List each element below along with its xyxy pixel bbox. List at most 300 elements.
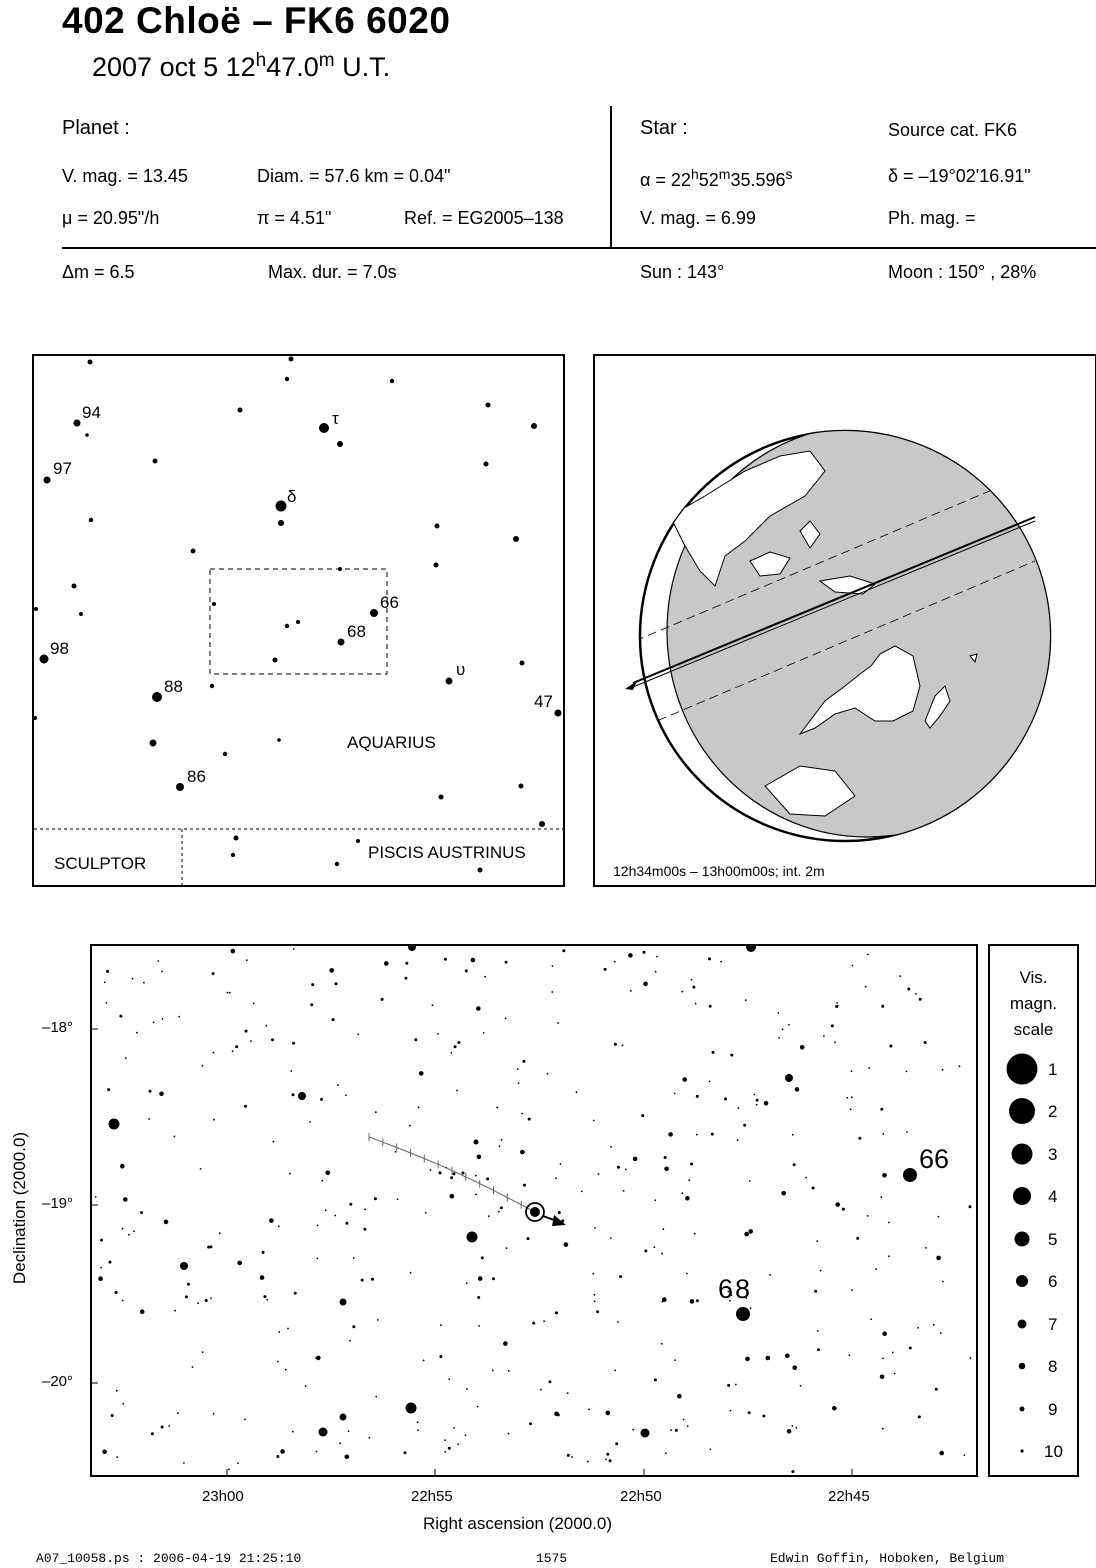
field-star xyxy=(325,1209,327,1211)
field-star xyxy=(496,1106,498,1108)
field-star xyxy=(745,1357,750,1362)
y-tick-20: –20° xyxy=(42,1373,74,1390)
field-star xyxy=(644,1249,647,1252)
y-tick-18: –18° xyxy=(42,1019,74,1036)
field-star xyxy=(174,1310,176,1312)
field-star xyxy=(371,1278,374,1281)
field-star xyxy=(148,1118,150,1120)
field-star xyxy=(527,1237,530,1240)
field-star xyxy=(287,1328,289,1330)
field-star xyxy=(161,971,163,973)
field-star xyxy=(617,1321,619,1323)
field-star xyxy=(567,1392,569,1394)
field-star xyxy=(856,1237,859,1240)
field-star xyxy=(558,1211,561,1214)
field-star xyxy=(263,1295,266,1298)
field-star xyxy=(588,1409,590,1411)
field-star xyxy=(273,1141,275,1143)
field-star xyxy=(384,961,389,966)
field-star xyxy=(665,1452,667,1454)
label-66: 66 xyxy=(919,1144,950,1174)
field-star xyxy=(520,1150,525,1155)
field-star xyxy=(439,1355,442,1358)
field-star xyxy=(555,1311,558,1314)
field-star xyxy=(498,1211,500,1213)
field-star xyxy=(778,1012,780,1014)
label-66: 66 xyxy=(380,593,399,612)
field-star xyxy=(959,1065,961,1067)
field-star xyxy=(410,1272,412,1274)
field-star xyxy=(164,1220,169,1225)
field-star xyxy=(505,961,508,964)
field-star xyxy=(598,1173,600,1175)
field-star xyxy=(452,1172,455,1175)
field-star xyxy=(477,1296,480,1299)
field-star xyxy=(475,1194,477,1196)
field-star xyxy=(200,1168,202,1170)
globe-caption: 12h34m00s – 13h00m00s; int. 2m xyxy=(613,863,825,879)
field-star xyxy=(106,970,109,973)
field-star xyxy=(345,1094,347,1096)
field-star xyxy=(848,1354,850,1356)
scale-label-2: 2 xyxy=(1048,1102,1058,1121)
field-star xyxy=(594,1300,596,1302)
field-star xyxy=(936,1256,941,1261)
field-star xyxy=(153,1021,155,1023)
field-star xyxy=(696,1134,698,1136)
field-star xyxy=(882,1173,887,1178)
field-star xyxy=(925,1247,927,1249)
field-star xyxy=(882,1358,884,1360)
field-star xyxy=(316,1451,318,1453)
field-star xyxy=(614,1043,617,1046)
field-star xyxy=(662,1228,664,1230)
asteroid-track xyxy=(369,1133,535,1216)
scale-label-8: 8 xyxy=(1048,1357,1058,1376)
scale-label-3: 3 xyxy=(1048,1145,1058,1164)
field-star xyxy=(529,1422,532,1425)
field-star xyxy=(100,1267,102,1269)
field-star xyxy=(202,1065,204,1067)
field-star xyxy=(793,1163,796,1166)
field-star xyxy=(335,982,338,985)
label-97: 97 xyxy=(53,459,72,478)
field-star xyxy=(656,956,658,958)
sun-elongation: Sun : 143° xyxy=(640,262,725,282)
field-star xyxy=(143,982,145,984)
field-star xyxy=(481,1256,484,1259)
field-star xyxy=(851,1289,853,1291)
footer-file: A07_10058.ps : 2006-04-19 21:25:10 xyxy=(36,1551,302,1566)
field-star xyxy=(499,1145,501,1147)
field-star xyxy=(320,1098,323,1101)
planet-reference: Ref. = EG2005–138 xyxy=(404,208,564,228)
field-star xyxy=(769,1274,771,1276)
field-star xyxy=(128,1234,130,1236)
field-star xyxy=(116,1456,118,1458)
label-aquarius: AQUARIUS xyxy=(347,733,436,752)
field-star xyxy=(756,1099,759,1102)
field-star xyxy=(375,1111,377,1113)
field-star xyxy=(352,1325,355,1328)
field-star xyxy=(753,1094,755,1096)
max-duration: Max. dur. = 7.0s xyxy=(268,262,397,282)
field-star xyxy=(244,1105,247,1108)
field-star xyxy=(743,1124,746,1127)
field-star xyxy=(938,1216,940,1218)
field-star xyxy=(682,1077,687,1082)
field-star xyxy=(852,965,854,967)
field-star xyxy=(404,977,407,980)
field-star xyxy=(791,1470,794,1473)
field-star xyxy=(325,1171,330,1176)
field-star xyxy=(448,1378,450,1380)
field-star xyxy=(185,1295,188,1298)
field-star xyxy=(228,1468,230,1470)
star-68 xyxy=(736,1307,750,1321)
field-star xyxy=(744,1232,749,1237)
field-star xyxy=(311,983,314,986)
field-star xyxy=(581,1191,583,1193)
field-star xyxy=(444,1451,446,1453)
field-star xyxy=(918,1415,921,1418)
field-star xyxy=(162,1018,164,1020)
field-star xyxy=(292,1431,294,1433)
field-star xyxy=(161,1426,164,1429)
field-star xyxy=(915,993,917,995)
field-star xyxy=(681,991,683,993)
field-star xyxy=(197,1302,199,1304)
field-star xyxy=(816,1240,818,1242)
field-star xyxy=(465,969,468,972)
field-star xyxy=(266,1299,268,1301)
field-star xyxy=(231,949,236,954)
field-star xyxy=(606,1453,609,1456)
field-star xyxy=(817,1348,820,1351)
field-star xyxy=(140,1211,143,1214)
field-star xyxy=(609,1459,612,1462)
field-star xyxy=(212,972,215,975)
field-star xyxy=(543,1320,545,1322)
field-star xyxy=(664,1167,669,1172)
field-star xyxy=(641,1114,644,1117)
field-star xyxy=(867,1215,869,1217)
field-star xyxy=(745,999,747,1001)
field-star xyxy=(345,1222,348,1225)
field-star xyxy=(125,1057,127,1059)
field-star xyxy=(250,1040,252,1042)
field-star xyxy=(107,1088,110,1091)
field-star xyxy=(414,1038,417,1041)
field-star xyxy=(625,1169,627,1171)
field-star xyxy=(800,1045,805,1050)
field-star xyxy=(792,1134,794,1136)
field-star xyxy=(571,1456,573,1458)
field-star xyxy=(557,1413,560,1416)
field-star xyxy=(661,1301,663,1303)
bright-stars xyxy=(109,946,918,1438)
field-star xyxy=(851,1096,853,1098)
field-star xyxy=(906,1131,908,1133)
field-star xyxy=(785,1354,790,1359)
field-star xyxy=(111,1414,114,1417)
field-star xyxy=(682,1192,684,1194)
planet-header: Planet : xyxy=(62,117,130,139)
field-star xyxy=(605,1459,607,1461)
star-66 xyxy=(903,1168,917,1182)
field-star xyxy=(614,961,616,963)
field-star xyxy=(174,1136,176,1138)
field-star xyxy=(305,1385,307,1387)
field-star xyxy=(831,1024,834,1027)
field-star xyxy=(440,1324,442,1326)
label-upsilon: υ xyxy=(456,660,466,679)
field-star xyxy=(805,1177,807,1179)
field-star xyxy=(690,1299,695,1304)
scale-label-5: 5 xyxy=(1048,1230,1058,1249)
field-star xyxy=(889,1045,892,1048)
field-star xyxy=(168,1425,170,1427)
field-star xyxy=(444,958,447,961)
field-star xyxy=(517,1068,519,1070)
field-star xyxy=(724,1097,727,1100)
star-upsilon xyxy=(446,678,453,685)
field-star xyxy=(266,1025,268,1027)
field-star xyxy=(339,1442,341,1444)
field-star xyxy=(668,1132,673,1137)
field-star xyxy=(547,1073,549,1075)
field-star xyxy=(309,1121,311,1123)
field-star xyxy=(691,979,693,981)
scale-label-4: 4 xyxy=(1048,1187,1058,1206)
field-star xyxy=(432,1004,434,1006)
field-star xyxy=(846,1097,848,1099)
field-star xyxy=(653,1246,655,1248)
field-star xyxy=(880,1375,885,1380)
scale-label-1: 1 xyxy=(1048,1060,1058,1079)
field-star xyxy=(363,1228,366,1231)
field-star xyxy=(361,1279,364,1282)
field-star xyxy=(674,1359,676,1361)
field-star xyxy=(503,1341,508,1346)
field-star xyxy=(213,1413,215,1415)
field-star xyxy=(122,1228,124,1230)
label-tau: τ xyxy=(332,409,339,428)
field-star xyxy=(942,1281,944,1283)
field-star xyxy=(894,1373,896,1375)
field-star xyxy=(374,1197,377,1200)
label-piscis-austrinus: PISCIS AUSTRINUS xyxy=(368,843,526,862)
field-star xyxy=(476,1006,481,1011)
field-star xyxy=(851,1070,853,1072)
delta-magnitude: Δm = 6.5 xyxy=(62,262,135,282)
field-star xyxy=(269,1218,274,1223)
star-header: Star : xyxy=(640,117,688,139)
field-star xyxy=(508,1370,510,1372)
footer-author: Edwin Goffin, Hoboken, Belgium xyxy=(770,1551,1005,1566)
field-star xyxy=(782,1029,784,1031)
field-star xyxy=(906,1071,908,1073)
field-star xyxy=(492,1369,494,1371)
field-star xyxy=(594,1227,596,1229)
field-star xyxy=(567,1454,570,1457)
field-star xyxy=(289,1173,291,1175)
field-star xyxy=(102,1449,107,1454)
label-sculptor: SCULPTOR xyxy=(54,854,147,873)
star-phmag: Ph. mag. = xyxy=(888,208,976,228)
field-star xyxy=(202,1351,204,1353)
field-star xyxy=(795,1087,800,1092)
field-star xyxy=(835,1202,840,1207)
planet-motion: μ = 20.95"/h xyxy=(62,208,160,228)
field-star xyxy=(437,1033,439,1035)
field-star xyxy=(623,1190,625,1192)
label-47: 47 xyxy=(534,692,553,711)
label-68: 68 xyxy=(347,622,366,641)
scale-label-7: 7 xyxy=(1048,1315,1058,1334)
field-star xyxy=(675,1429,678,1432)
field-star xyxy=(692,986,695,989)
field-star xyxy=(593,1120,595,1122)
field-star xyxy=(466,1282,468,1284)
field-star xyxy=(316,1356,321,1361)
field-star xyxy=(276,1455,279,1458)
field-star xyxy=(122,1403,124,1405)
field-star xyxy=(820,1270,822,1272)
field-star xyxy=(674,1093,676,1095)
field-star xyxy=(837,1005,839,1007)
field-star xyxy=(104,981,106,983)
field-star xyxy=(606,1411,611,1416)
field-star xyxy=(800,1385,802,1387)
field-star xyxy=(484,976,486,978)
field-star xyxy=(670,1429,672,1431)
field-star xyxy=(633,1157,638,1162)
field-star xyxy=(764,1101,769,1106)
field-star xyxy=(940,1332,942,1334)
field-star xyxy=(832,1406,837,1411)
field-star xyxy=(969,1205,972,1208)
field-star xyxy=(132,978,134,980)
field-star xyxy=(453,1427,455,1429)
field-star xyxy=(654,1378,657,1381)
field-star xyxy=(280,1449,285,1454)
field-star xyxy=(696,1095,699,1098)
x-tick-22h55: 22h55 xyxy=(411,1488,453,1505)
field-star xyxy=(140,1309,145,1314)
field-star xyxy=(881,1005,884,1008)
field-star xyxy=(748,1229,753,1234)
field-star xyxy=(562,949,565,952)
field-star xyxy=(610,1237,612,1239)
shadow-direction-arrow xyxy=(625,681,637,690)
field-star xyxy=(345,1455,350,1460)
field-star xyxy=(939,1451,944,1456)
field-star xyxy=(708,957,711,960)
field-star xyxy=(909,1347,912,1350)
field-star xyxy=(560,1163,562,1165)
field-star xyxy=(477,1406,479,1408)
field-star xyxy=(293,948,295,950)
field-star xyxy=(451,1052,453,1054)
field-star xyxy=(123,1197,128,1202)
field-star xyxy=(321,1180,323,1182)
field-star xyxy=(454,1045,457,1048)
field-star xyxy=(404,1451,407,1454)
field-star xyxy=(133,1230,135,1232)
field-star xyxy=(557,1022,559,1024)
field-star xyxy=(278,1225,280,1227)
field-star xyxy=(518,1082,520,1084)
header-divider-horizontal xyxy=(62,247,1096,249)
field-star xyxy=(465,1434,467,1436)
scale-label-10: 10 xyxy=(1044,1442,1063,1461)
field-star xyxy=(506,1247,508,1249)
x-tick-23h00: 23h00 xyxy=(202,1488,244,1505)
field-star xyxy=(178,1016,180,1018)
field-star xyxy=(417,1421,419,1423)
field-star xyxy=(737,1107,739,1109)
field-star xyxy=(870,1318,872,1320)
field-star xyxy=(892,1352,894,1354)
field-star xyxy=(685,1196,690,1201)
field-star xyxy=(654,1199,656,1201)
field-star xyxy=(471,958,476,963)
field-star xyxy=(329,968,334,973)
label-68: 68 xyxy=(718,1274,753,1304)
field-star xyxy=(478,1276,483,1281)
label-88: 88 xyxy=(164,677,183,696)
field-star xyxy=(466,1388,468,1390)
field-star xyxy=(792,1365,797,1370)
field-star xyxy=(817,1330,819,1332)
field-star xyxy=(712,1051,715,1054)
field-star xyxy=(661,1343,663,1345)
field-star xyxy=(332,1018,335,1021)
field-star xyxy=(749,1180,751,1182)
field-star xyxy=(418,1106,420,1108)
field-star xyxy=(919,998,922,1001)
field-star xyxy=(696,1299,699,1302)
field-star xyxy=(492,1277,495,1280)
field-star xyxy=(615,1442,618,1445)
field-star xyxy=(292,1042,295,1045)
field-star xyxy=(868,1067,870,1069)
field-star xyxy=(795,1427,797,1429)
field-star xyxy=(875,1268,877,1270)
field-star xyxy=(450,1176,453,1179)
field-star xyxy=(880,1196,882,1198)
field-star xyxy=(353,1257,355,1259)
field-star xyxy=(882,1133,884,1135)
field-star xyxy=(245,1030,248,1033)
field-star xyxy=(604,968,607,971)
planet-vmag: V. mag. = 13.45 xyxy=(62,166,188,186)
magnitude-scale xyxy=(988,944,1079,1477)
field-star xyxy=(823,1035,825,1037)
target-star xyxy=(530,1207,540,1217)
field-star xyxy=(587,1461,589,1463)
field-star xyxy=(439,1171,442,1174)
field-star xyxy=(317,1225,319,1227)
field-star xyxy=(253,1003,255,1005)
field-star xyxy=(417,1429,419,1431)
globe-panel xyxy=(593,354,1096,887)
field-star xyxy=(614,1370,616,1372)
field-star xyxy=(477,1155,482,1160)
field-star xyxy=(687,1425,689,1427)
field-star xyxy=(419,1071,424,1076)
